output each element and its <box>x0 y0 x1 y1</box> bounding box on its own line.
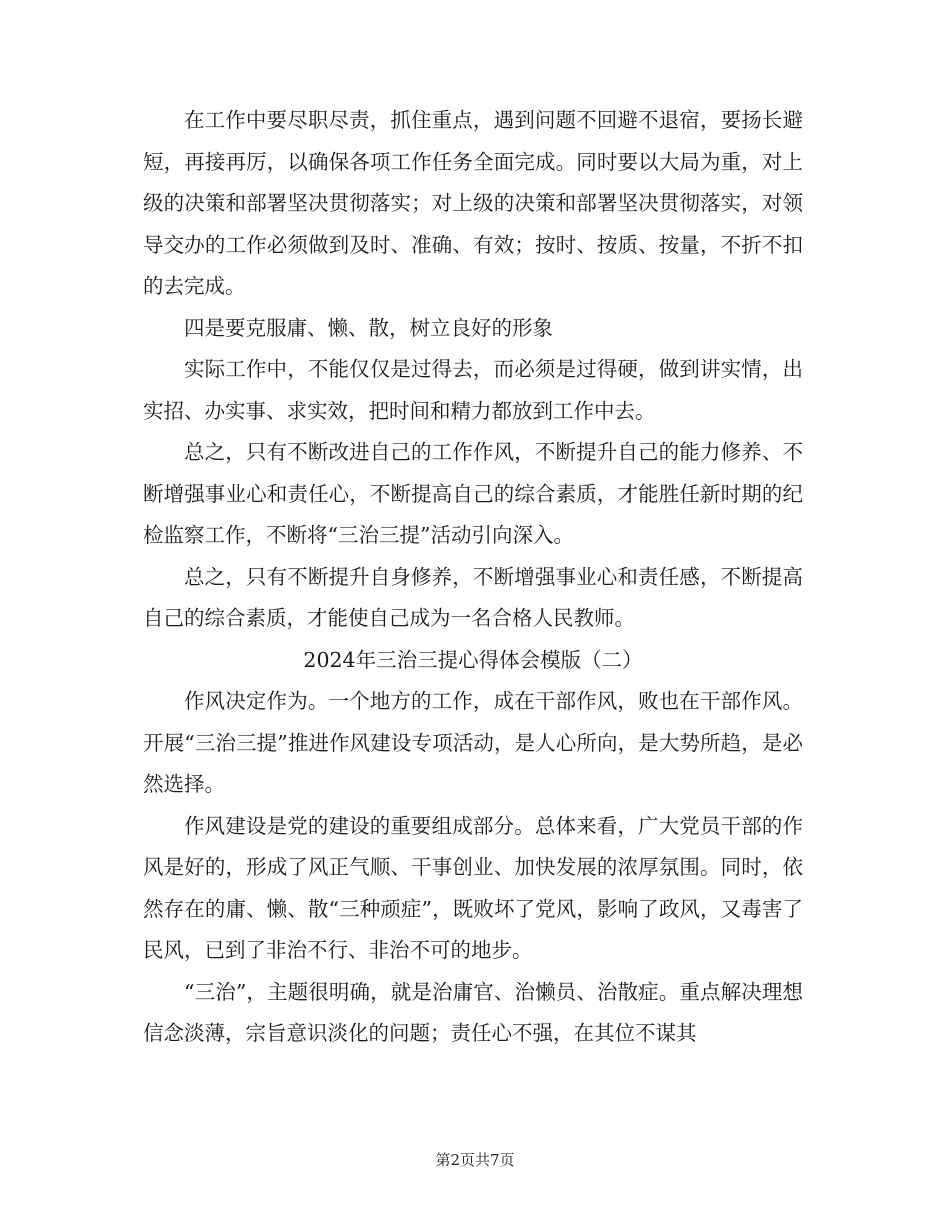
subheading-paragraph: 四是要克服庸、懒、散，树立良好的形象 <box>184 315 553 340</box>
document-body <box>143 100 803 1055</box>
body-paragraph: 在工作中要尽职尽责，抓住重点，遇到问题不回避不退宿，要扬长避短，再接再厉，以确保各项工作任务全面完成。同时要以大局为重，对上级的决策和部署坚决贯彻落实；对上级的决策和部署坚决贯彻落实，对领导交办的工作必须做到及时、准确、有效；按时、按质、按量，不折不扣的去完成。 <box>143 108 803 298</box>
section-title: 2024年三治三提心得体会模版（二） <box>303 647 643 672</box>
body-paragraph: 作风建设是党的建设的重要组成部分。总体来看，广大党员干部的作风是好的，形成了风正气顺、干事创业、加快发展的浓厚氛围。同时，依然存在的庸、懒、散“三种顽症”，既败坏了党风，影响了政风，又毒害了民风，已到了非治不行、非治不可的地步。 <box>143 813 803 962</box>
body-paragraph: 总之，只有不断提升自身修养，不断增强事业心和责任感，不断提高自己的综合素质，才能使自己成为一名合格人民教师。 <box>143 564 803 630</box>
body-paragraph: 实际工作中，不能仅仅是过得去，而必须是过得硬，做到讲实情，出实招、办实事、求实效，把时间和精力都放到工作中去。 <box>143 357 803 423</box>
body-paragraph: 总之，只有不断改进自己的工作作风，不断提升自己的能力修养、不断增强事业心和责任心，不断提高自己的综合素质，才能胜任新时期的纪检监察工作，不断将“三治三提”活动引向深入。 <box>143 440 803 547</box>
body-paragraph: “三治”，主题很明确，就是治庸官、治懒员、治散症。重点解决理想信念淡薄，宗旨意识淡化的问题；责任心不强，在其位不谋其 <box>143 979 803 1045</box>
page-number-footer: 第2页共7页 <box>435 1151 515 1169</box>
body-paragraph: 作风决定作为。一个地方的工作，成在干部作风，败也在干部作风。开展“三治三提”推进作风建设专项活动，是人心所向，是大势所趋，是必然选择。 <box>143 689 803 796</box>
